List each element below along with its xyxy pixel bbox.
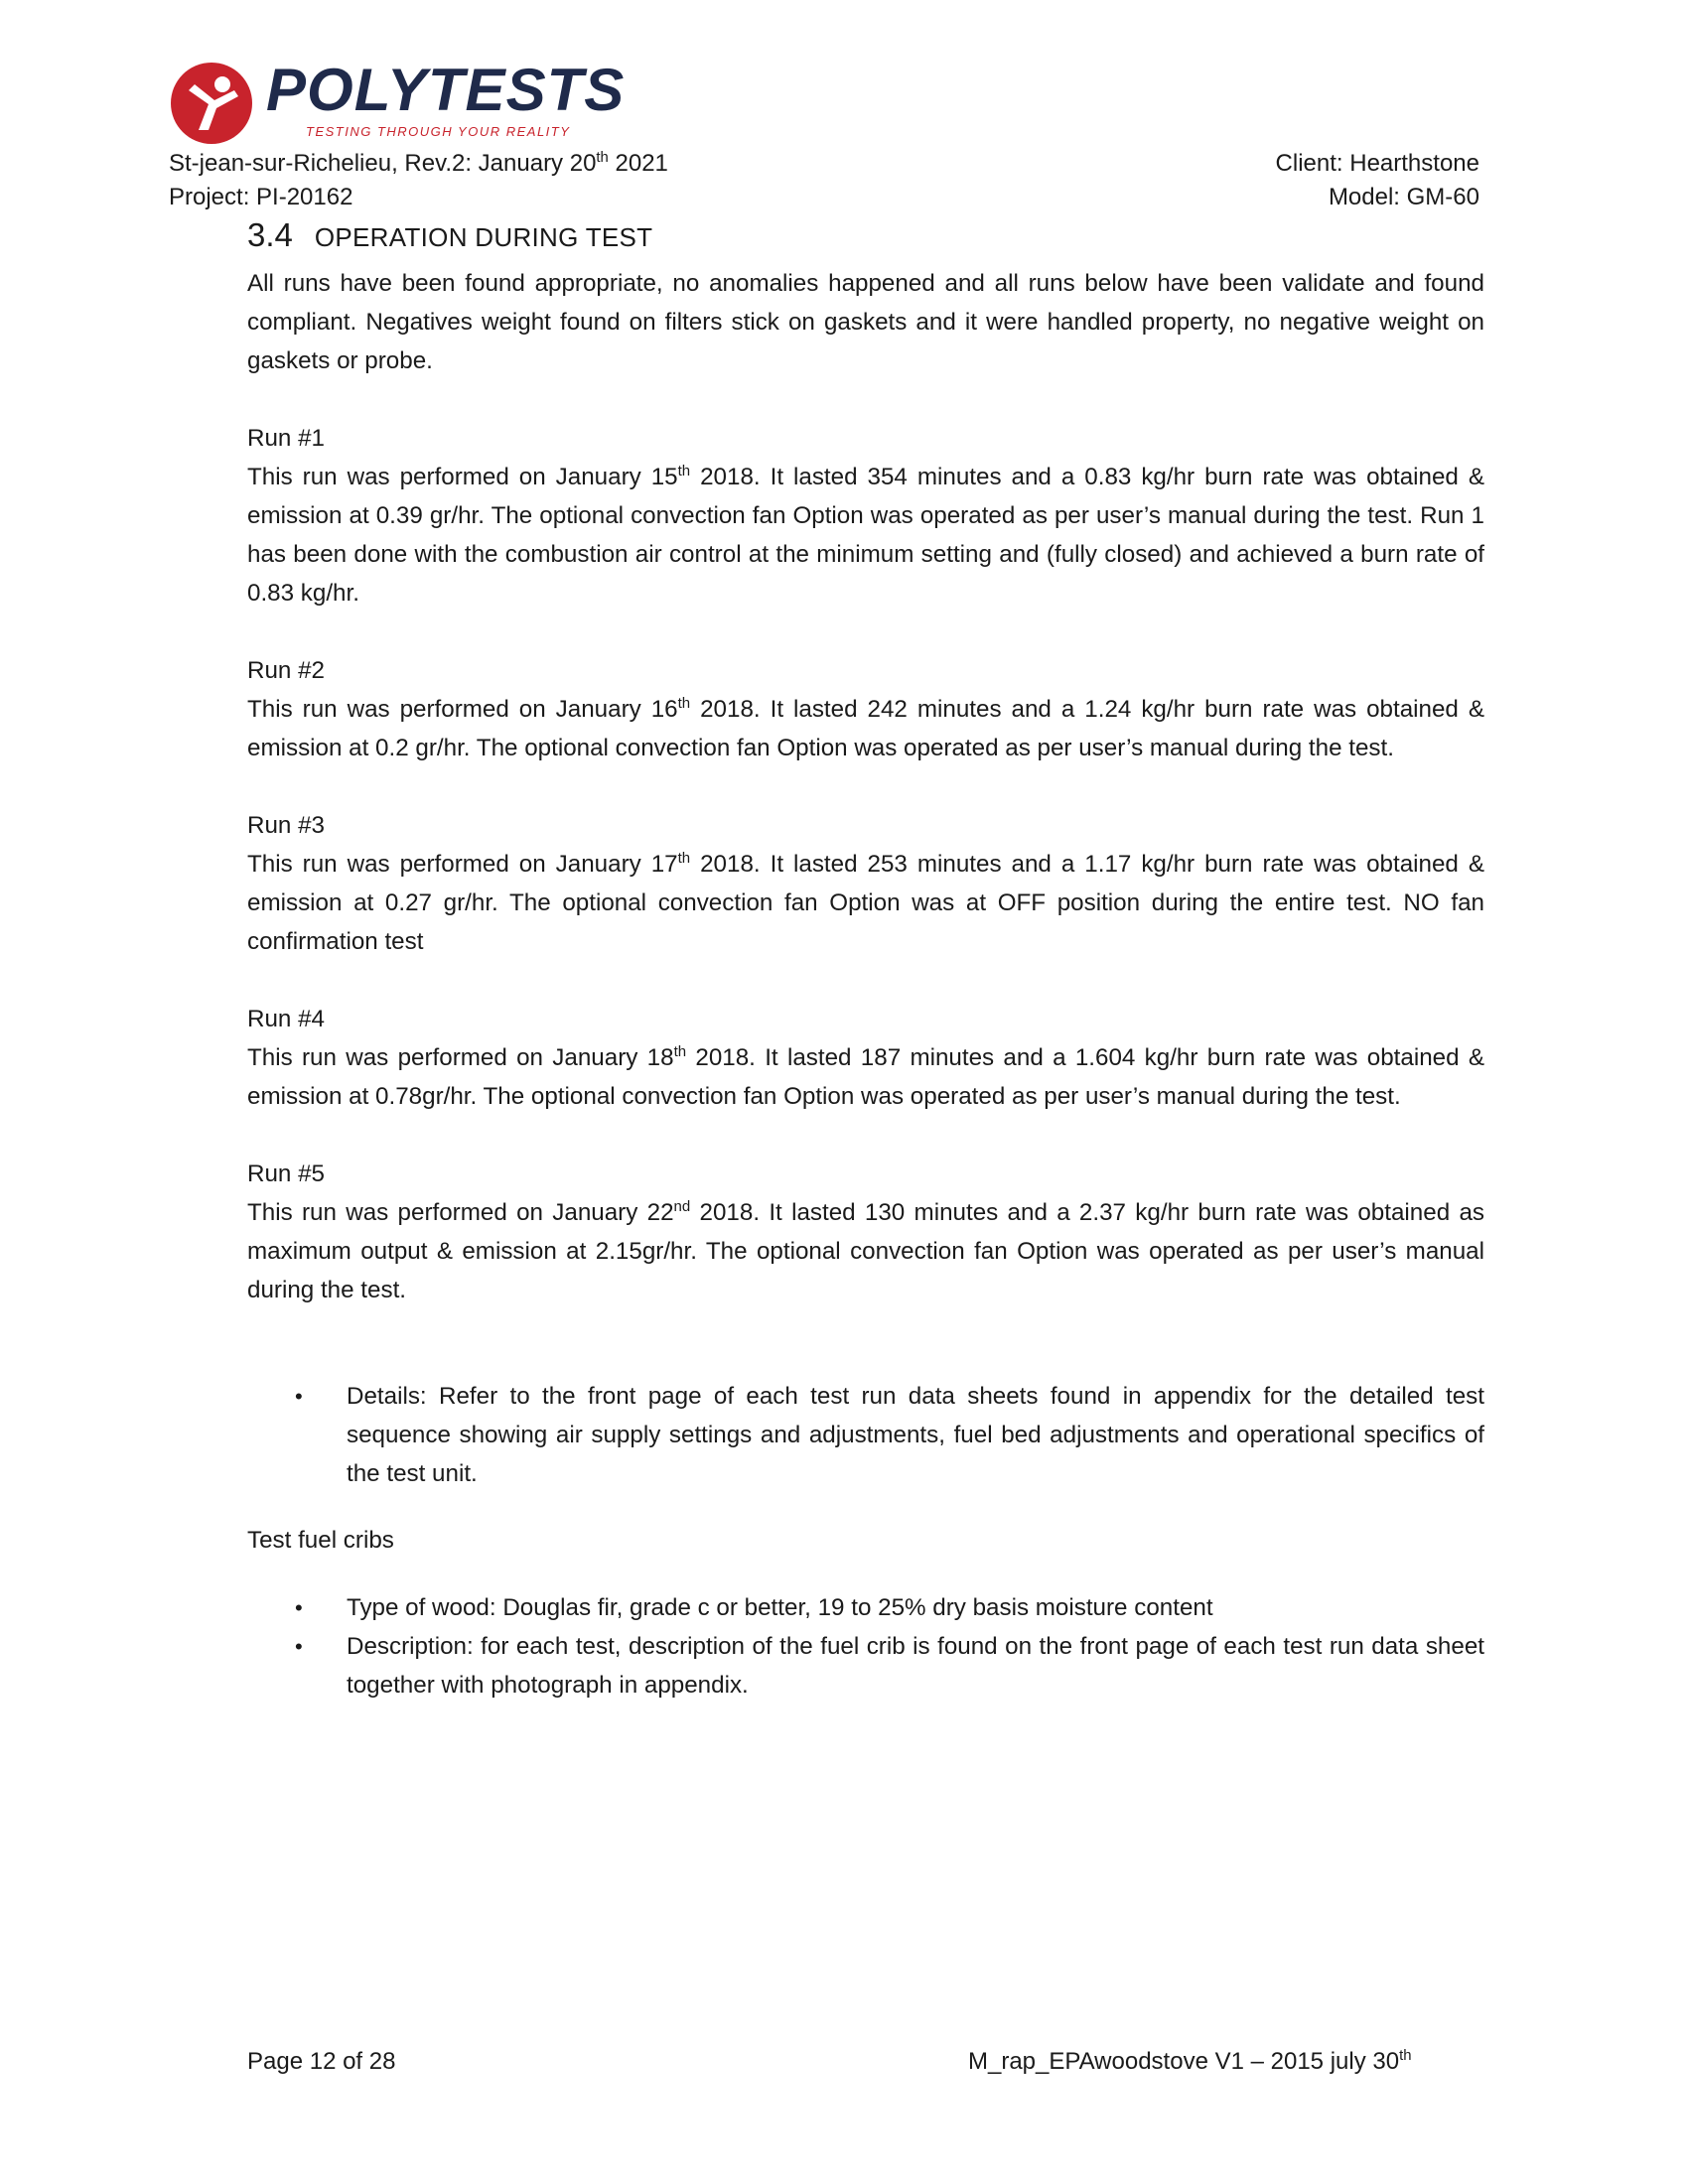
section-heading [247,216,1484,254]
run-block [247,651,1484,767]
run-block [247,1155,1484,1309]
run-description: This run was performed on January 17th 2018. It lasted 253 minutes and a 1.17 kg/hr burn rate was obtained & emission at 0.27 gr/hr. The optional convection fan Option was at OFF position during the entire test. NO fan confirmation test [247,849,1484,955]
runs-list [247,419,1484,1309]
header-location-revision: St-jean-sur-Richelieu, Rev.2: January 20th 2021 [169,150,668,177]
header-client: Client: Hearthstone [1275,150,1479,177]
section-title: OPERATION DURING TEST [314,222,653,252]
footer-page-number: Page 12 of 28 [247,2048,396,2075]
bullet-icon: • [295,1634,303,1659]
bullet-icon: • [295,1384,303,1409]
footer-document-id: M_rap_EPAwoodstove V1 – 2015 july 30th [968,2048,1412,2075]
section-number: 3.4 [247,216,293,253]
run-block [247,419,1484,613]
run-description: This run was performed on January 22nd 2018. It lasted 130 minutes and a 2.37 kg/hr burn rate was obtained as maximum output & emission at 2.15gr/hr. The optional convection fan Option was operated as per user’s manual during the test. [247,1197,1484,1303]
page-content [247,216,1484,1705]
bullet-icon: • [295,1595,303,1620]
run-description: This run was performed on January 16th 2018. It lasted 242 minutes and a 1.24 kg/hr burn rate was obtained & emission at 0.2 gr/hr. The optional convection fan Option was operated as per user’s manual during the test. [247,694,1484,761]
fuel-bullet-list [247,1588,1484,1705]
run-description: This run was performed on January 15th 2018. It lasted 354 minutes and a 0.83 kg/hr burn rate was obtained & emission at 0.39 gr/hr. The optional convection fan Option was operated as per user’s manual during the test. Run 1 has been done with the combustion air control at the minimum setting and (fully closed) and achieved a burn rate of 0.83 kg/hr. [247,462,1484,607]
section-intro-paragraph: All runs have been found appropriate, no anomalies happened and all runs below have been validate and found compliant. Negatives weight found on filters stick on gaskets and it were handled property, no negative weight on gaskets or probe. [247,270,1484,374]
logo-tagline: TESTING THROUGH YOUR REALITY [306,124,571,139]
run-label: Run #5 [247,1160,325,1187]
fuel-bullet-item: • Type of wood: Douglas fir, grade c or better, 19 to 25% dry basis moisture content [247,1588,1484,1627]
polytests-logo-icon [169,61,254,146]
run-label: Run #2 [247,657,325,684]
run-label: Run #1 [247,425,325,452]
details-bullet-list [247,1377,1484,1493]
run-label: Run #3 [247,812,325,839]
logo-wordmark: POLYTESTS [266,57,626,123]
header-model: Model: GM-60 [1328,184,1479,210]
fuel-cribs-title: Test fuel cribs [247,1527,394,1554]
header-project: Project: PI-20162 [169,184,353,210]
run-block [247,1000,1484,1116]
details-bullet-item: • Details: Refer to the front page of each test run data sheets found in appendix for the detailed test sequence showing air supply settings and adjustments, fuel bed adjustments and operational specifics of the test unit. [247,1377,1484,1493]
run-description: This run was performed on January 18th 2018. It lasted 187 minutes and a 1.604 kg/hr burn rate was obtained & emission at 0.78gr/hr. The optional convection fan Option was operated as per user’s manual during the test. [247,1042,1484,1110]
run-label: Run #4 [247,1006,325,1032]
fuel-bullet-item: • Description: for each test, description of the fuel crib is found on the front page of each test run data sheet together with photograph in appendix. [247,1627,1484,1705]
company-logo [169,55,626,144]
run-block [247,806,1484,961]
